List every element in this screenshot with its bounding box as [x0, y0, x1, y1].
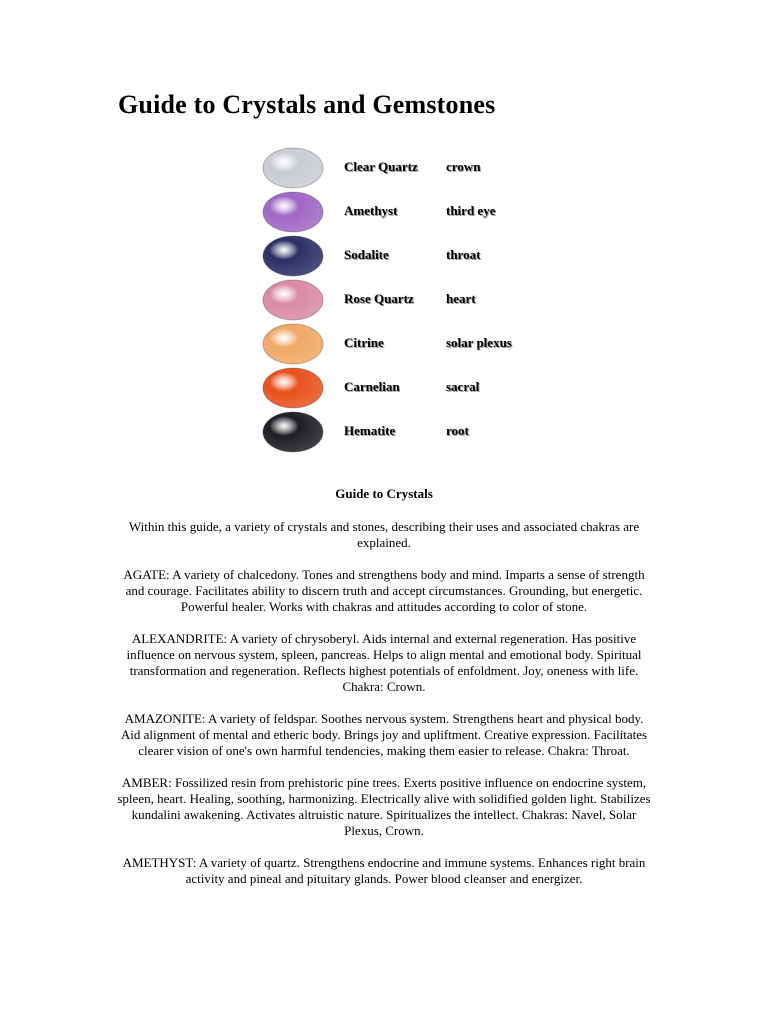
amethyst-chakra: third eye — [446, 203, 496, 218]
crystal-descriptions — [114, 519, 654, 903]
amethyst-label: Amethyst — [344, 203, 398, 218]
carnelian-label: Carnelian — [344, 379, 400, 394]
rose-quartz-stone — [263, 280, 323, 320]
section-heading: Guide to Crystals — [335, 486, 433, 501]
citrine-chakra: solar plexus — [446, 335, 512, 350]
amber-entry: AMBER: Fossilized resin from prehistoric pine trees. Exerts positive influence on endocrine system, spleen, heart. Healing, soothing, harmonizing. Electrically alive with solidified golden light. Stabilizes kundalini awakening. Activates altruistic nature. Spiritualizes the intellect. Chakras: Navel, Solar Plexus, Crown. — [117, 775, 651, 838]
amethyst-entry: AMETHYST: A variety of quartz. Strengthens endocrine and immune systems. Enhances right brain activity and pineal and pituitary glands. Power blood cleanser and energizer. — [122, 855, 646, 886]
sodalite-chakra: throat — [446, 247, 481, 262]
rose-quartz-chakra: heart — [446, 291, 476, 306]
sodalite-stone — [263, 236, 323, 276]
chakra-stone-chart — [255, 138, 535, 468]
citrine-stone — [263, 324, 323, 364]
alexandrite-entry: ALEXANDRITE: A variety of chrysoberyl. Aids internal and external regeneration. Has positive influence on nervous system, spleen, pancreas. Helps to align mental and emotional body. Spiritual transformation and regeneration. Reflects highest potentials of enfoldment. Joy, oneness with life. Chakra: Crown. — [126, 631, 642, 694]
amazonite-entry: AMAZONITE: A variety of feldspar. Soothes nervous system. Strengthens heart and physical body. Aid alignment of mental and etheric body. Brings joy and upliftment. Creative expression. Facilitates clearer vision of one's own harmful tendencies, making them easier to release. Chakra: Throat. — [120, 711, 648, 758]
stone-images — [255, 138, 335, 468]
page-title: Guide to Crystals and Gemstones — [118, 90, 496, 119]
citrine-label: Citrine — [344, 335, 384, 350]
hematite-stone — [263, 412, 323, 452]
sodalite-label: Sodalite — [344, 247, 389, 262]
clear-quartz-label: Clear Quartz — [344, 159, 418, 174]
agate-entry: AGATE: A variety of chalcedony. Tones and strengthens body and mind. Imparts a sense of strength and courage. Facilitates ability to discern truth and accept circumstances. Grounding, but energetic. Powerful healer. Works with chakras and attitudes according to color of stone. — [123, 567, 645, 614]
clear-quartz-chakra: crown — [446, 159, 481, 174]
carnelian-stone — [263, 368, 323, 408]
hematite-label: Hematite — [344, 423, 396, 438]
hematite-chakra: root — [446, 423, 469, 438]
carnelian-chakra: sacral — [446, 379, 480, 394]
amethyst-stone — [263, 192, 323, 232]
rose-quartz-label: Rose Quartz — [344, 291, 414, 306]
intro-paragraph: Within this guide, a variety of crystals and stones, describing their uses and associated chakras are explained. — [128, 519, 640, 550]
clear-quartz-stone — [263, 148, 323, 188]
